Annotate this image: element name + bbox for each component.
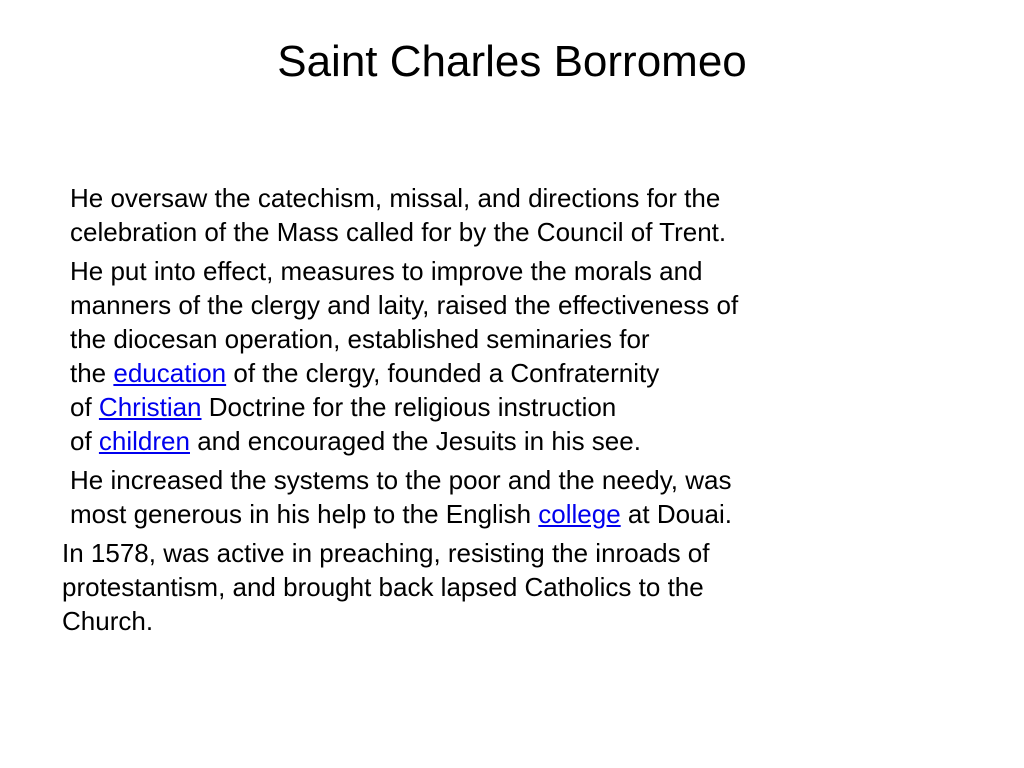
children-link[interactable]: children	[98, 426, 190, 456]
text-line: protestantism, and brought back lapsed Catholics to the	[62, 572, 704, 602]
text-segment: the	[70, 358, 114, 388]
text-segment: at Douai.	[620, 499, 732, 529]
text-segment: of the clergy, founded a Confraternity	[226, 358, 660, 388]
text-segment: and encouraged the Jesuits in his see.	[189, 426, 641, 456]
christian-link[interactable]: Christian	[98, 392, 202, 422]
text-segment: of	[70, 392, 99, 422]
text-line: Church.	[62, 606, 154, 636]
text-segment: most generous in his help to the English	[70, 499, 539, 529]
paragraph-measures	[60, 254, 960, 458]
text-line: He oversaw the catechism, missal, and directions for the	[70, 183, 721, 213]
college-link[interactable]: college	[538, 499, 621, 529]
text-line: the diocesan operation, established seminaries for	[70, 324, 650, 354]
text-line: celebration of the Mass called for by the Council of Trent.	[70, 217, 727, 247]
text-line	[70, 424, 960, 458]
paragraph-1578	[60, 536, 960, 638]
text-line: He put into effect, measures to improve the morals and	[70, 256, 703, 286]
text-line: manners of the clergy and laity, raised the effectiveness of	[70, 290, 739, 320]
text-line: He increased the systems to the poor and the needy, was	[70, 465, 732, 495]
text-segment: Doctrine for the religious instruction	[201, 392, 617, 422]
slide-body	[60, 181, 960, 643]
paragraph-poor	[60, 463, 960, 531]
text-line	[70, 497, 960, 531]
paragraph-catechism	[60, 181, 960, 249]
text-segment: of	[70, 426, 99, 456]
education-link[interactable]: education	[113, 358, 227, 388]
text-line	[70, 390, 960, 424]
text-line: In 1578, was active in preaching, resisting the inroads of	[62, 538, 710, 568]
slide-title: Saint Charles Borromeo	[277, 37, 747, 86]
text-line	[70, 356, 960, 390]
